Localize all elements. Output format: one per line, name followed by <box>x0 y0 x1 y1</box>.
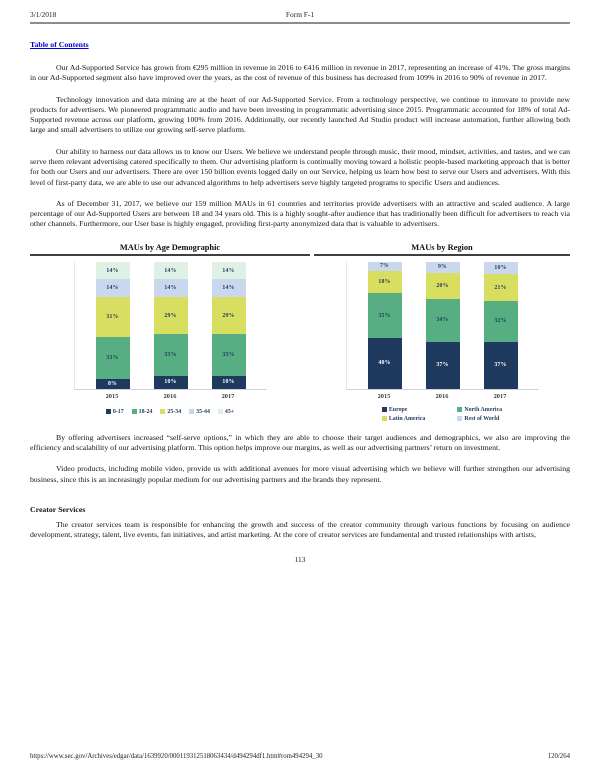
stacked-bar-2015 <box>368 262 402 389</box>
legend-swatch-icon <box>132 409 137 414</box>
bar-segment-value: 10% <box>494 265 507 272</box>
bar-segment-value: 14% <box>164 267 177 274</box>
legend-label: 25-34 <box>167 408 182 415</box>
legend-label: Latin America <box>388 415 426 422</box>
stacked-bar-2017 <box>212 262 246 389</box>
stacked-bar-plot <box>346 262 539 390</box>
legend-item <box>457 407 502 413</box>
table-of-contents-link[interactable]: Table of Contents <box>30 40 89 49</box>
bar-segment-18-24 <box>96 337 130 379</box>
footer-url: https://www.sec.gov/Archives/edgar/data/1639920/000119312518063434/d494294df1.htm#rom494294_30 <box>30 753 323 760</box>
legend-swatch-icon <box>457 407 462 412</box>
bar-segment-value: 31% <box>106 313 119 320</box>
chart-title: MAUs by Region <box>411 242 473 252</box>
stacked-bar-2016 <box>426 262 460 389</box>
bar-segment-Europe <box>368 338 402 389</box>
bar-segment-Europe <box>484 342 518 389</box>
legend-label: Europe <box>388 406 408 413</box>
bar-segment-value: 37% <box>494 362 507 369</box>
legend-item <box>382 416 425 422</box>
legend-label: 18-24 <box>138 408 153 415</box>
bar-segment-0-17 <box>212 376 246 389</box>
header-rule <box>30 22 570 24</box>
stacked-bar-2016 <box>154 262 188 389</box>
legend-swatch-icon <box>457 416 462 421</box>
legend-item <box>189 409 210 415</box>
chart-title-rule <box>314 254 570 256</box>
bar-segment-25-34 <box>154 297 188 334</box>
x-axis-tick-label: 2016 <box>435 392 449 400</box>
bar-segment-value: 18% <box>378 278 391 285</box>
bar-segment-Latin America <box>484 274 518 301</box>
bar-segment-45+ <box>154 262 188 280</box>
paragraph: As of December 31, 2017, we believe our 159 million MAUs in 61 countries and territories provide advertisers with an attractive and scaled audience. A large percentage of our Ad-Supported Users are between 18 and 34 years old. This is a highly sought-after audience that has traditionally been difficult for advertisers to reach via other channels. Furthermore, our User base is highly engaged, providing first-party anonymized data that is valuable to advertisers. <box>30 198 570 229</box>
chart-legend <box>30 409 310 415</box>
bar-segment-value: 14% <box>106 285 119 292</box>
legend-swatch-icon <box>106 409 111 414</box>
bar-segment-18-24 <box>154 334 188 376</box>
bar-segment-value: 20% <box>436 282 449 289</box>
bar-segment-35-44 <box>96 279 130 297</box>
bar-segment-value: 40% <box>378 360 391 367</box>
legend-item <box>457 416 502 422</box>
bar-segment-value: 14% <box>222 267 235 274</box>
paragraph: Our ability to harness our data allows us to know our Users. We believe we understand people through music, their mood, mindset, activities, and tastes, and we can serve them relevant advertising catered specifically to them. Our advertising platform is continually moving toward a holistic people-based marketing approach that is better for both our Users and our advertisers. There are over 150 billion events logged daily on our Service, helping us learn how best to serve our Users and advertisers. With this level of first-party data, we are able to use our advanced algorithms to help advertisers serve highly targeted programs to specific Users and audiences. <box>30 146 570 187</box>
bar-segment-value: 7% <box>379 263 390 270</box>
bar-segment-value: 33% <box>106 354 119 361</box>
legend-item <box>132 409 153 415</box>
x-axis-labels <box>74 393 266 400</box>
legend-label: North America <box>464 406 503 413</box>
bar-segment-value: 29% <box>222 312 235 319</box>
legend-swatch-icon <box>218 409 223 414</box>
legend-item <box>382 407 425 413</box>
bar-segment-North America <box>368 293 402 337</box>
bar-segment-North America <box>484 301 518 342</box>
chart-title: MAUs by Age Demographic <box>119 242 221 252</box>
bar-segment-value: 14% <box>222 285 235 292</box>
bar-segment-25-34 <box>96 297 130 336</box>
bar-segment-Latin America <box>368 271 402 294</box>
bar-segment-North America <box>426 299 460 342</box>
bar-segment-value: 10% <box>164 379 177 386</box>
legend-label: Rest of World <box>464 415 500 422</box>
bar-segment-value: 10% <box>222 379 235 386</box>
bar-segment-25-34 <box>212 297 246 334</box>
bar-segment-value: 29% <box>164 312 177 319</box>
bar-segment-0-17 <box>154 376 188 389</box>
stacked-bar-2017 <box>484 262 518 389</box>
stacked-bar-2015 <box>96 262 130 389</box>
bar-segment-value: 34% <box>436 317 449 324</box>
x-axis-tick-label: 2017 <box>221 392 235 400</box>
header-doc-title: Form F-1 <box>285 10 315 19</box>
chart-maus-by-region <box>314 243 570 422</box>
paragraph: The creator services team is responsible for enhancing the growth and success of the creator community through various functions by focusing on audience development, strategy, talent, live events, fan initiatives, and artist marketing. At the core of creator services are fundamental and trusted relationships with artists, <box>30 519 570 540</box>
footer-page-indicator: 120/264 <box>547 753 570 760</box>
legend-item <box>160 409 181 415</box>
x-axis-tick-label: 2016 <box>163 392 177 400</box>
print-header <box>30 10 570 19</box>
paragraph: Video products, including mobile video, provide us with additional avenues for more visual advertising which we believe will further strengthen our advertising business, since this is an increasingly popular medium for our advertising partners and the brands they represent. <box>30 464 570 484</box>
legend-swatch-icon <box>382 407 387 412</box>
x-axis-tick-label: 2015 <box>377 392 391 400</box>
stacked-bar-plot <box>74 262 267 390</box>
header-date: 3/1/2018 <box>30 10 57 19</box>
legend-label: 45+ <box>224 408 235 415</box>
bar-segment-Rest of World <box>368 262 402 271</box>
paragraph: By offering advertisers increased “self-serve options,” in which they are able to choose their target audiences and demographics, we also are improving the efficiency and scalability of our advertising platform. This option helps improve our margins, as well as our advertising partners’ return on investment. <box>30 432 570 452</box>
section-heading: Creator Services <box>30 504 86 514</box>
bar-segment-35-44 <box>154 279 188 297</box>
legend-swatch-icon <box>189 409 194 414</box>
paragraph: Technology innovation and data mining are at the heart of our Ad-Supported Service. From a technology perspective, we continue to innovate to provide new products for advertisers. We pioneered programmatic audio and have been investing in programmatic advertising since 2015. Programmatic accounted for 18% of total Ad-Supported revenue across our platform, growing 100% from 2016. Additionally, our recently launched Ad Studio product will increase automation, further allowing both large and small advertisers to utilize our growing self-serve platform. <box>30 94 570 135</box>
bar-segment-Europe <box>426 342 460 389</box>
bar-segment-Rest of World <box>426 262 460 273</box>
legend-item <box>106 409 124 415</box>
bar-segment-45+ <box>212 262 246 280</box>
bar-segment-Latin America <box>426 273 460 298</box>
chart-legend <box>382 407 502 422</box>
bar-segment-18-24 <box>212 334 246 376</box>
legend-label: 0-17 <box>112 408 124 415</box>
bar-segment-value: 14% <box>164 285 177 292</box>
bar-segment-value: 32% <box>494 318 507 325</box>
x-axis-tick-label: 2017 <box>493 392 507 400</box>
bar-segment-45+ <box>96 262 130 280</box>
bar-segment-value: 21% <box>494 284 507 291</box>
bar-segment-0-17 <box>96 379 130 389</box>
bar-segment-value: 37% <box>436 362 449 369</box>
print-footer <box>30 753 570 760</box>
bar-segment-value: 14% <box>106 267 119 274</box>
x-axis-labels <box>346 393 538 400</box>
legend-swatch-icon <box>382 416 387 421</box>
page-number: 113 <box>294 555 306 565</box>
paragraph: Our Ad-Supported Service has grown from €295 million in revenue in 2016 to €416 million in revenue in 2017, representing an increase of 41%. The gross margins in our Ad-Supported segment also have improved over the years, as the cost of revenue of this business has decreased from 109% in 2016 to 90% of revenue in 2017. <box>30 63 570 83</box>
chart-title-rule <box>30 254 310 256</box>
bar-segment-Rest of World <box>484 262 518 275</box>
chart-maus-by-age <box>30 243 310 422</box>
legend-label: 35-44 <box>196 408 210 415</box>
legend-item <box>218 409 234 415</box>
charts-row <box>30 243 570 422</box>
bar-segment-value: 33% <box>222 352 235 359</box>
bar-segment-value: 8% <box>107 380 118 387</box>
bar-segment-value: 33% <box>164 352 177 359</box>
x-axis-tick-label: 2015 <box>105 392 119 400</box>
bar-segment-value: 9% <box>437 264 448 271</box>
bar-segment-value: 35% <box>378 312 391 319</box>
legend-swatch-icon <box>160 409 165 414</box>
bar-segment-35-44 <box>212 279 246 297</box>
